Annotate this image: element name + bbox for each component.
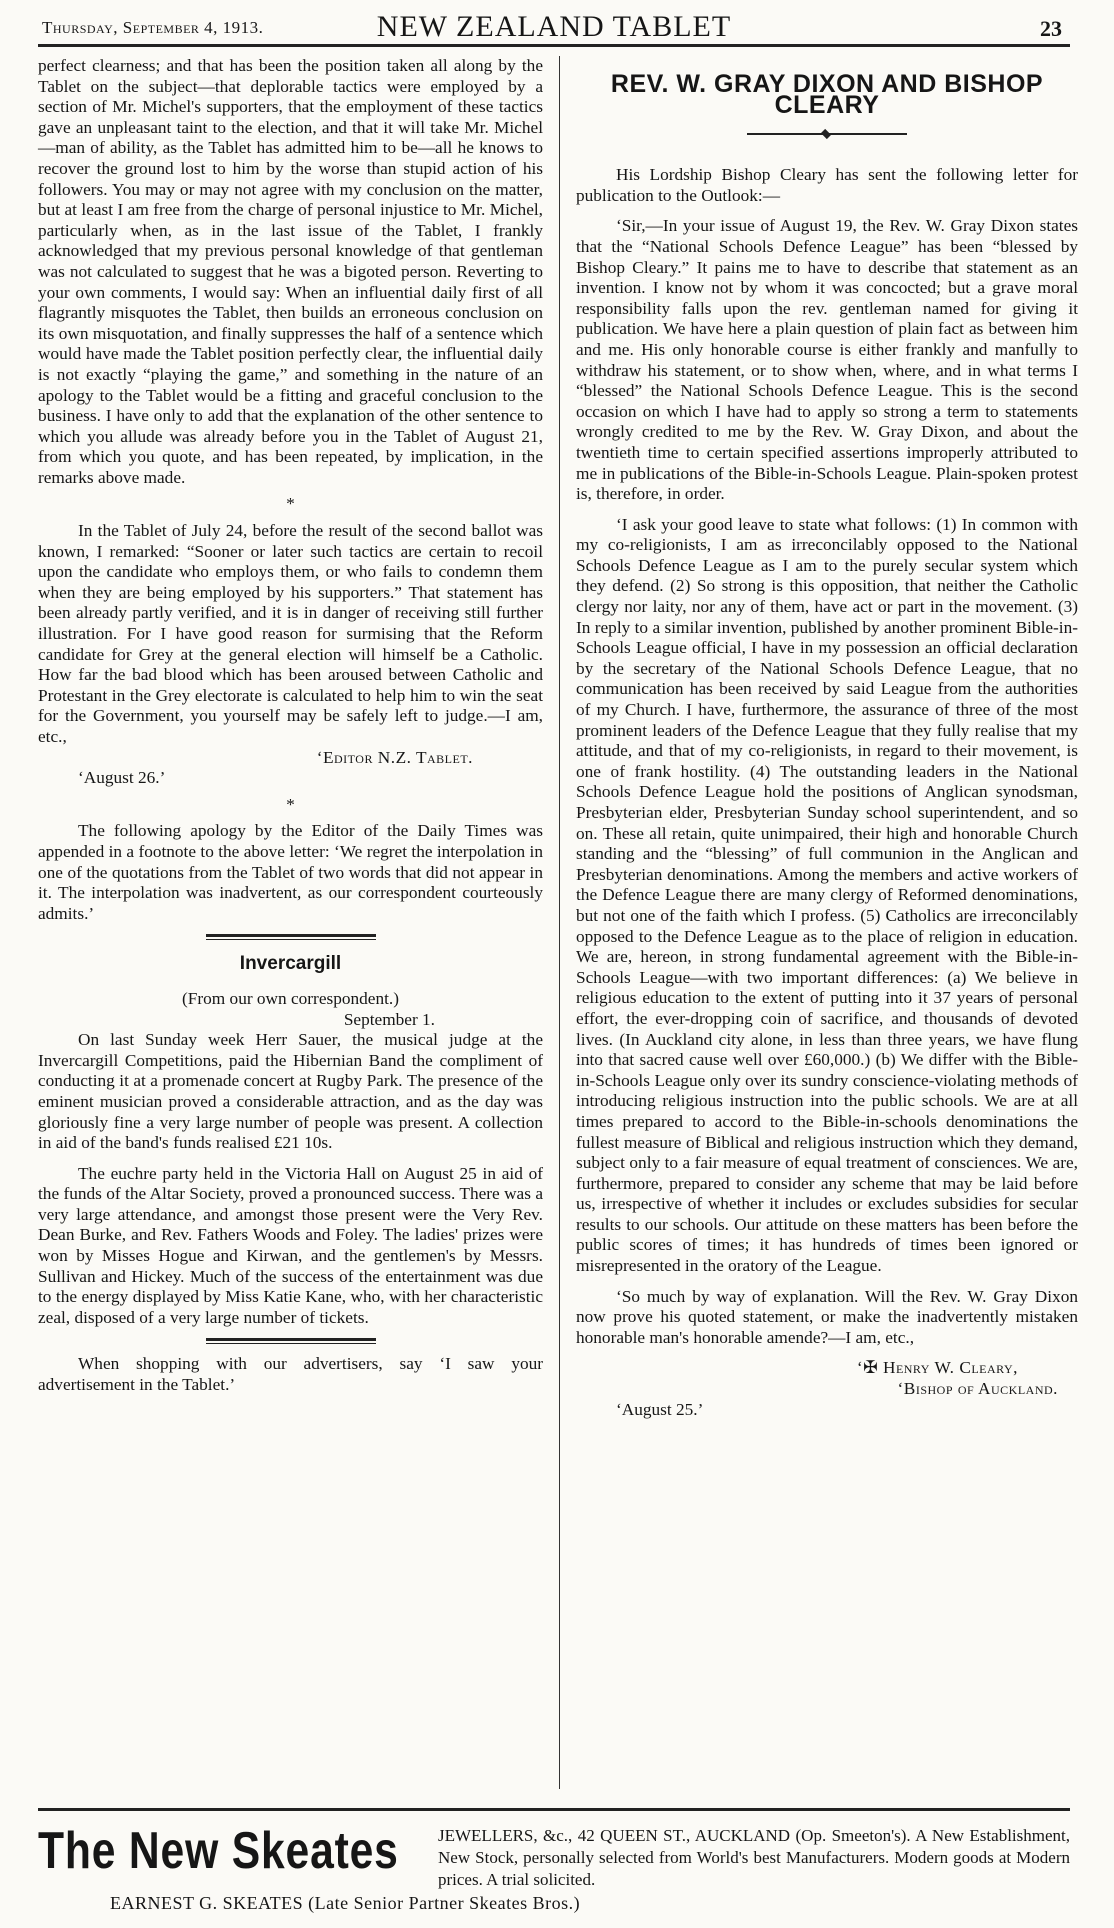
byline: (From our own correspondent.) xyxy=(182,988,399,1008)
right-column xyxy=(576,56,1078,1420)
advertiser-note: When shopping with our advertisers, say ‘I saw your advertisement in the Tablet.’ xyxy=(38,1354,543,1395)
paragraph: ‘I ask your good leave to state what follows: (1) In common with my co-religionists, I am as irreconcilably opposed to the National Schools Defence League as I am to the purely secular system which they defend. (2) So strong is this opposition, that neither the Catholic clergy nor laity, nor any of them, have act or part in the movement. (3) In reply to a similar invention, published by another prominent Bible-in-Schools League official, I have in my possession an official declaration by the secretary of the National Schools Defence League, that no communication has been received by said League from the authorities of my Church. I have, furthermore, the assurance of three of the most prominent leaders of the Defence League that they fully realise that my attitude, and that of my co-religionists, in regard to their movement, is one of frank hostility. (4) The outstanding leaders in the National Schools Defence League hold the positions of Anglican synodsman, Presbyterian elder, Presbyterian Sunday school superintendent, and so on. These all retain, quite unimpaired, their high and honorable Church standing and the “blessing” of full communion in the Anglican and Presbyterian denominations. Among the members and active workers of the Defence League there are many clergy of Reformed denominations, but not one of the faith which I profess. (5) Catholics are irreconcilably opposed to the Defence League as to the place of religion in education. We are, hereon, in strong fundamental agreement with the Bible-in-Schools League—with two important differences: (a) We believe in religious education to the extent of putting into it 37 years of personal effort, the ever-dropping coin of sacrifice, and thousands of devoted lives. (In Auckland city alone, in less than three years, we have flung into that sacred cause well over £60,000.) (b) We differ with the Bible-in-Schools League only over its sundry conscience-violating methods of introducing religious instruction into the public schools. We are at all times prepared to accord to the Bible-in-schools denominations the fullest measure of Biblical and religious instruction which they demand, subject only to a fair measure of equal treatment of consciences. We are, furthermore, prepared to consider any scheme that may be laid before us, irrespective of whether it includes or excludes subsidies for secular results to our schools. Our attitude on these matters has been before the public scores of times; it has hundreds of times been ignored or misrepresented in the oratory of the League. xyxy=(576,514,1078,1276)
letter-date: ‘August 25.’ xyxy=(616,1399,704,1419)
section-separator: * xyxy=(286,794,295,814)
paragraph: ‘So much by way of explanation. Will the Rev. W. Gray Dixon now prove his quoted statement, or make the inadvertently mistaken honorable man's honorable amende?—I am, etc., xyxy=(576,1286,1078,1347)
letter-date: ‘August 26.’ xyxy=(78,768,166,788)
paragraph: On last Sunday week Herr Sauer, the musical judge at the Invercargill Competitions, paid the Hibernian Band the compliment of conducting it at a promenade concert at Rugby Park. The presence of the eminent musician proved a considerable attraction, and as the day was gloriously fine a very large number of people was present. A collection in aid of the band's funds realised £21 10s. xyxy=(38,1030,543,1153)
left-column xyxy=(38,56,543,1396)
article-headline: REV. W. GRAY DIXON AND BISHOP CLEARY xyxy=(610,70,1044,119)
advertiser-proprietor: EARNEST G. SKEATES (Late Senior Partner Skeates Bros.) xyxy=(110,1893,581,1913)
signature-title: ‘Bishop of Auckland. xyxy=(897,1379,1058,1399)
dateline: September 1. xyxy=(343,1009,435,1029)
publication-title: NEW ZEALAND TABLET xyxy=(376,10,732,43)
signature: ‘Editor N.Z. Tablet. xyxy=(316,747,473,767)
paragraph: ‘Sir,—In your issue of August 19, the Rev. W. Gray Dixon states that the “National Schools Defence League” has been “blessed by Bishop Cleary.” It pains me to have to describe that statement as an invention. I know not by whom it was concocted; but a grave moral responsibility falls upon the rev. gentleman named for giving it publication. We have here a plain question of plain fact as between him and me. His only honorable course is either frankly and manfully to withdraw his statement, or to show when, where, and in what terms I “blessed” the National Schools Defence League. This is the second occasion on which I have had to apply so strong a term to statements wrongly credited to me by the Rev. W. Gray Dixon, and about the twentieth time to certain specified assertions improperly attributed to me in publications of the Bible-in-Schools League. Plain-spoken protest is, therefore, in order. xyxy=(576,216,1078,504)
paragraph: perfect clearness; and that has been the position taken all along by the Tablet on the subject—that deplorable tactics were employed by a section of Mr. Michel's supporters, that the employment of these tactics gave an unpleasant taint to the election, and that it will take Mr. Michel—man of ability, as the Tablet has admitted him to be—all he knows to recover the ground lost to him by the worse than stupid action of his followers. You may or may not agree with my conclusion on the matter, but at least I am free from the charge of personal injustice to Mr. Michel, particularly when, as in the last issue of the Tablet, I frankly acknowledged that my previous personal knowledge of that gentleman was not calculated to suggest that he was a bigoted person. Reverting to your own comments, I would say: When an influential daily first of all flagrantly misquotes the Tablet, then builds an erroneous conclusion on its own misquotation, and finally suppresses the half of a sentence which would have made the Tablet position perfectly clear, the influential daily is not exactly “playing the game,” and something in the nature of an apology to the Tablet would be a fitting and graceful conclusion to the business. I have only to add that the explanation of the other sentence to which you allude was already before you in the Tablet of August 21, from which you quote, and has been repeated, by implication, in the remarks above made. xyxy=(38,56,543,487)
paragraph: The euchre party held in the Victoria Hall on August 25 in aid of the funds of the Altar Society, proved a pronounced success. There was a very large attendance, and amongst those present were the Very Rev. Dean Burke, and Rev. Fathers Woods and Foley. The ladies' prizes were won by Misses Hogue and Kirwan, and the gentlemen's by Messrs. Sullivan and Hickey. Much of the success of the entertainment was due to the energy displayed by Miss Katie Kane, who, with her characteristic zeal, disposed of a very large number of tickets. xyxy=(38,1163,543,1327)
section-rule xyxy=(206,934,376,940)
advertisement xyxy=(38,1808,1070,1923)
advertiser-name: The New Skeates xyxy=(38,1822,399,1880)
issue-date: Thursday, September 4, 1913. xyxy=(42,18,264,37)
paragraph: His Lordship Bishop Cleary has sent the following letter for publication to the Outlook:— xyxy=(576,165,1078,205)
masthead xyxy=(38,8,1070,47)
paragraph: In the Tablet of July 24, before the result of the second ballot was known, I remarked: “Sooner or later such tactics are certain to recoil upon the candidate who employs them, or who fails to condemn them when they are being employed by his supporters.” That statement has been already partly verified, and it is in danger of receiving still further illustration. For I have good reason for surmising that the Reform candidate for Grey at the general election will himself be a Catholic. How far the bad blood which has been aroused between Catholic and Protestant in the Grey electorate is calculated to help him to win the seat for the Government, you yourself may be safely left to judge.—I am, etc., xyxy=(38,521,543,746)
paragraph: The following apology by the Editor of the Daily Times was appended in a footnote to the above letter: ‘We regret the interpolation in one of the quotations from the Tablet of two words that did not appear in it. The interpolation was inadvertent, as our correspondent courteously admits.’ xyxy=(38,821,543,923)
ornament-rule xyxy=(747,129,907,139)
page-number: 23 xyxy=(1040,16,1062,41)
section-heading: Invercargill xyxy=(239,953,342,975)
section-separator: * xyxy=(286,494,295,514)
column-divider xyxy=(559,56,560,1789)
signature: ‘✠ Henry W. Cleary, xyxy=(856,1358,1018,1378)
advertisement-text: JEWELLERS, &c., 42 QUEEN ST., AUCKLAND (Op. Smeeton's). A New Establishment, New Stock, personally selected from World's best Manufacturers. Modern goods at Modern prices. A trial solicited. xyxy=(438,1826,1070,1889)
